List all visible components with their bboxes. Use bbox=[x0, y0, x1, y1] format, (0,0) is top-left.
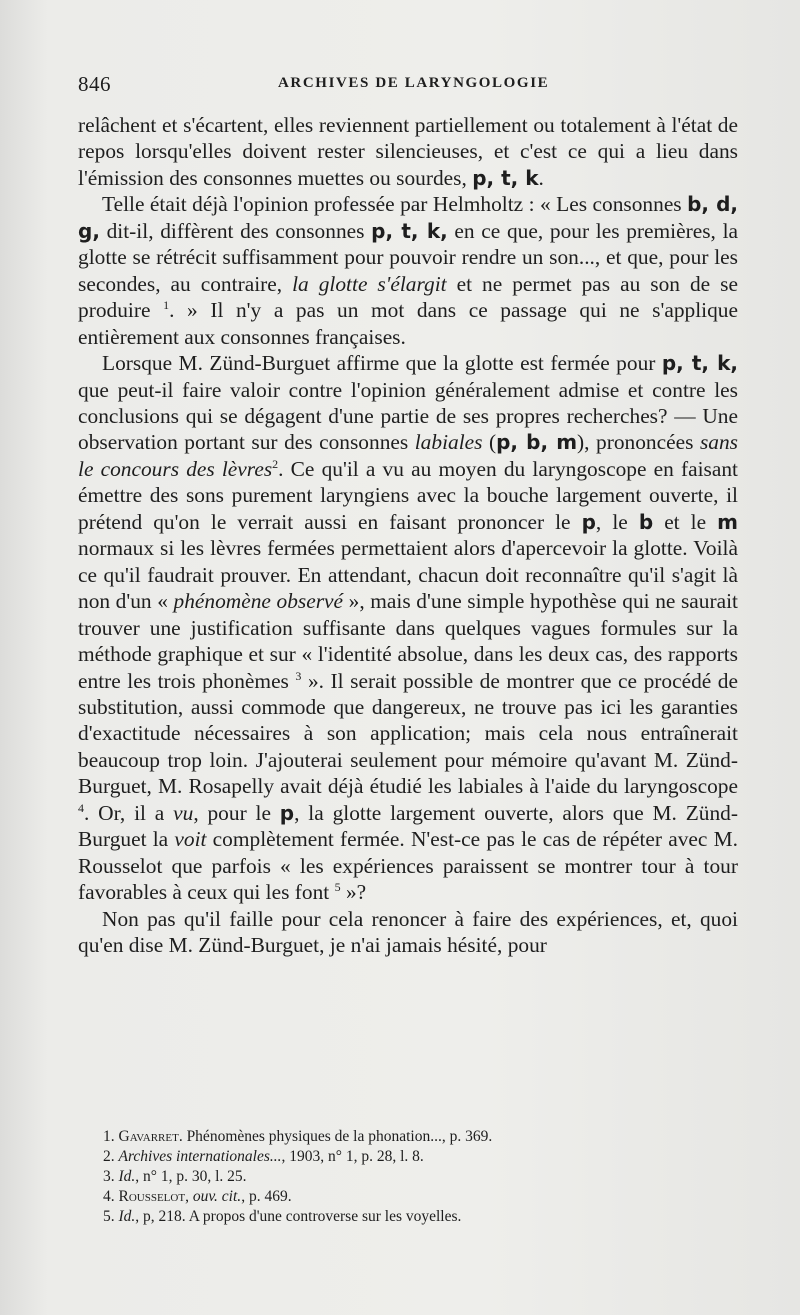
text-run: normaux si les lèvres fermées permettaient alors d'apercevoir la glotte. Voilà ce qu'il faudrait prouver. En attendant, chacun doit reconnaître qu'il s'agit là non d'un « bbox=[78, 536, 738, 614]
text-run: , la glotte largement ouverte, alors que M. Zünd-Burguet la bbox=[78, 800, 738, 852]
bold-letters: b, d, g, bbox=[78, 192, 738, 243]
text-run: , n° 1, p. 30, l. 25. bbox=[135, 1168, 247, 1185]
text-run: 5. bbox=[103, 1208, 119, 1225]
italic-text: Id. bbox=[118, 1208, 136, 1225]
footnote-reference: 4 bbox=[78, 800, 84, 815]
body-text bbox=[78, 112, 738, 959]
text-run: ». Il serait possible de montrer que ce procédé de substitution, aussi commode que dangereux, ne trouve pas ici les garanties d'exactitude nécessaires à son application; mais cela nous entraînerait beaucoup trop loin. J'ajouterai seulement pour mémoire qu'avant M. Zünd-Burguet, M. Rosapelly avait déjà étudié les labiales à l'aide du laryngoscope bbox=[78, 668, 738, 799]
text-run: et ne permet pas au son de se produire bbox=[78, 271, 738, 323]
paragraph bbox=[78, 350, 738, 906]
italic-text: la glotte s'élargit bbox=[292, 271, 447, 296]
text-run: complètement fermée. N'est-ce pas le cas de répéter avec M. Rousselot que parfois « les expériences paraissent se montrer tour à tour favorables à ceux qui les font bbox=[78, 827, 738, 905]
bold-letters: b bbox=[638, 509, 654, 534]
bold-letters: p, t, k, bbox=[661, 351, 738, 376]
footnote bbox=[103, 1167, 743, 1187]
footnote bbox=[103, 1147, 743, 1167]
text-run: Lorsque M. Zünd-Burguet affirme que la glotte est fermée pour bbox=[102, 351, 662, 376]
text-run: relâchent et s'écartent, elles reviennent partiellement ou totalement à l'état de repos lorsqu'elles doivent rester silencieuses, et c'est ce qui a lieu dans l'émission des consonnes muettes ou sourdes, bbox=[78, 113, 738, 190]
author-name: Rousselot bbox=[118, 1188, 186, 1205]
text-run: . » Il n'y a pas un mot dans ce passage qui ne s'applique entièrement aux consonnes françaises. bbox=[78, 298, 738, 349]
text-run: en ce que, pour les premières, la glotte se rétrécit suffisamment pour pouvoir rendre un son..., et que, pour les secondes, au contraire, bbox=[78, 218, 738, 296]
text-run: »? bbox=[340, 880, 367, 905]
italic-text: phénomène observé bbox=[173, 589, 344, 614]
bold-letters: p bbox=[279, 800, 295, 825]
running-title: ARCHIVES DE LARYNGOLOGIE bbox=[278, 75, 550, 91]
bold-letters: p, t, k bbox=[472, 165, 539, 190]
text-run: . Phénomènes physiques de la phonation..., p. 369. bbox=[178, 1128, 493, 1145]
italic-text: sans le concours des lèvres bbox=[78, 430, 738, 481]
footnote-reference: 3 bbox=[295, 668, 302, 683]
italic-text: Archives internationales... bbox=[118, 1148, 282, 1165]
italic-text: labiales bbox=[414, 430, 483, 455]
footnote-reference: 1 bbox=[163, 298, 170, 313]
text-run: Non pas qu'il faille pour cela renoncer à faire des expériences, et, quoi qu'en dise M. Zünd-Burguet, je n'ai jamais hésité, pour bbox=[78, 906, 738, 958]
text-run: 1. bbox=[103, 1128, 119, 1145]
italic-text: vu bbox=[173, 800, 194, 825]
italic-text: ouv. cit. bbox=[192, 1188, 242, 1205]
text-run: ( bbox=[482, 430, 497, 455]
page-header bbox=[78, 72, 738, 100]
text-run: , 1903, n° 1, p. 28, l. 8. bbox=[281, 1148, 424, 1165]
paragraph bbox=[78, 112, 738, 191]
text-run: . bbox=[538, 165, 544, 190]
footnote-reference: 5 bbox=[334, 880, 341, 895]
text-run: , p. 469. bbox=[241, 1188, 292, 1205]
bold-letters: p bbox=[581, 509, 596, 534]
footnote bbox=[103, 1207, 743, 1227]
text-run: , pour le bbox=[193, 800, 280, 825]
text-run: 2. bbox=[103, 1148, 119, 1165]
bold-letters: p, b, m bbox=[496, 430, 578, 455]
text-run: 4. bbox=[103, 1188, 119, 1205]
text-run: ), prononcées bbox=[577, 430, 700, 455]
italic-text: voit bbox=[174, 827, 207, 852]
bold-letters: p, t, k, bbox=[371, 218, 448, 243]
text-run: , bbox=[185, 1188, 193, 1205]
text-run: dit-il, diffèrent des consonnes bbox=[99, 218, 372, 243]
footnote-reference: 2 bbox=[272, 456, 279, 471]
text-run: . Ce qu'il a vu au moyen du laryngoscope en faisant émettre des sons purement laryngiens avec la bouche largement ouverte, il prétend qu'on le verrait aussi en faisant prononcer le bbox=[78, 456, 738, 534]
bold-letters: m bbox=[717, 509, 739, 534]
text-run: Telle était déjà l'opinion professée par Helmholtz : « Les consonnes bbox=[102, 192, 688, 217]
text-run: . Or, il a bbox=[84, 800, 174, 825]
footnotes bbox=[103, 1127, 743, 1227]
paragraph bbox=[78, 191, 738, 350]
text-run: et le bbox=[653, 509, 718, 534]
footnote bbox=[103, 1127, 743, 1147]
italic-text: Id. bbox=[118, 1168, 136, 1185]
footnote bbox=[103, 1187, 743, 1207]
page-number: 846 bbox=[78, 72, 111, 96]
paragraph bbox=[78, 906, 738, 959]
author-name: Gavarret bbox=[118, 1128, 179, 1145]
text-run: , le bbox=[595, 509, 639, 534]
text-run: », mais d'une simple hypothèse qui ne saurait trouver une justification suffisante dans quelques vagues formules sur la méthode graphique et sur « l'identité absolue, dans les deux cas, des rapports entre les trois phonèmes bbox=[78, 589, 738, 693]
text-run: 3. bbox=[103, 1168, 119, 1185]
text-run: , p, 218. A propos d'une controverse sur les voyelles. bbox=[135, 1208, 462, 1225]
text-run: que peut-il faire valoir contre l'opinion généralement admise et contre les conclusions qui se dégagent d'une partie de ses propres recherches? — Une observation portant sur des consonnes bbox=[78, 377, 738, 455]
